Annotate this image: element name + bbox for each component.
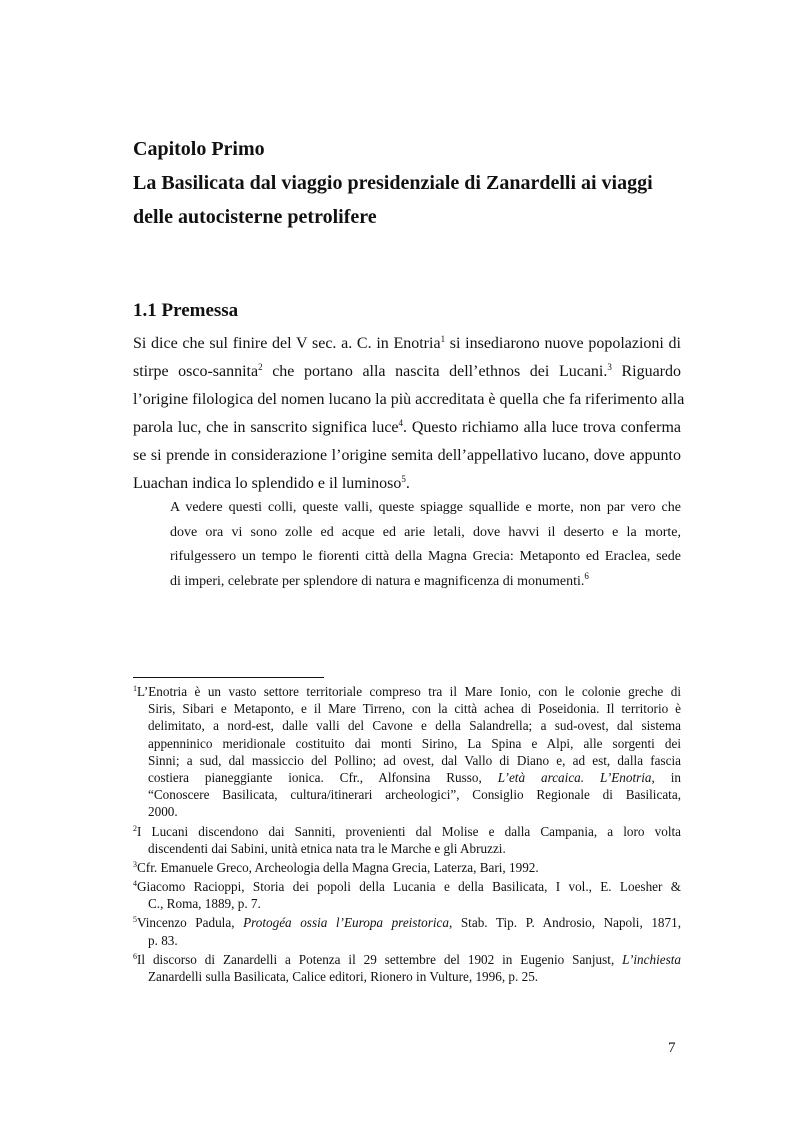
footnote-number: 2 [133,823,137,833]
footnote-ref[interactable]: 2 [258,362,263,372]
footnote-number: 5 [133,915,137,925]
block-quote [170,496,681,594]
footnote-ref[interactable]: 4 [398,418,404,428]
footnote-6: $^6$Il discorso di Zanardelli a Potenza il 29 settembre del 1902 in Eugenio Sanjust, L’inchiesta Zanardelli sulla Basilicata, Calice editori, Rionero in Vulture, 1996, p. 25. [133,951,681,984]
footnote-1: $^1$L’Enotria è un vasto settore territoriale compreso tra il Mare Ionio, con le colonie greche di Siris, Sibari e Metaponto, e il Mare Tirreno, con la città achea di Poseidonia. Il territorio è delimitato, a nord-est, dalle valli del Cavone e della Salandrella; a sud-ovest, dal sistema appenninico meridionale costituito dai monti Sirino, La Spina e Alpi, alle sorgenti dei Sinni; a sud, dal massiccio del Pollino; ad ovest, dal Vallo di Diano e, ad est, dalla fascia costiera pianeggiante ionica. Cfr., Alfonsina Russo, L’età arcaica. L’Enotria, in “Conoscere Basilicata, cultura/itinerari archeologici”, Consiglio Regionale di Basilicata, 2000. [133,684,681,820]
footnote-ref[interactable]: 6 [584,570,589,581]
body-line: parola luc, che in sanscrito significa luce$^4$. Questo richiamo alla luce trova conferma [133,418,681,436]
chapter-heading [133,132,693,234]
footnote-number: 3 [133,859,137,869]
footnote-divider [133,677,324,678]
footnote-3: $^3$Cfr. Emanuele Greco, Archeologia della Magna Grecia, Laterza, Bari, 1992. [133,859,539,875]
quote-line: di imperi, celebrate per splendore di natura e magnificenza di monumenti.$^6$ [170,570,589,589]
footnote-ref[interactable]: 3 [607,362,612,372]
footnotes [133,683,681,987]
footnote-ref[interactable]: 1 [440,334,446,344]
footnote-2: $^2$I Lucani discendono dai Sanniti, provenienti dal Molise e dalla Campania, a loro volta discendenti dai Sabini, unità etnica nata tra le Marche e gli Abruzzi. [133,823,681,856]
quote-line: A vedere questi colli, queste valli, queste spiagge squallide e morte, non par vero che [170,500,681,515]
quote-line: rifulgessero un tempo le fiorenti città della Magna Grecia: Metaponto ed Eraclea, sede [170,549,681,564]
footnote-4: $^4$Giacomo Racioppi, Storia dei popoli della Lucania e della Basilicata, I vol., E. Loesher & C., Roma, 1889, p. 7. [133,879,681,912]
body-line: Luachan indica lo splendido e il luminoso$^5$. [133,474,410,492]
body-line: Si dice che sul finire del V sec. a. C. in Enotria$^1$ si insediarono nuove popolazioni di [133,334,682,352]
footnote-5: $^5$Vincenzo Padula, Protogéa ossia l’Europa preistorica, Stab. Tip. P. Androsio, Napoli, 1871, p. 83. [133,915,681,948]
quote-line: dove ora vi sono zolle ed acque ed arie letali, dove havvi il deserto e la morte, [170,524,681,540]
chapter-title-line-1: La Basilicata dal viaggio presidenziale di Zanardelli ai viaggi [133,172,653,194]
chapter-title-line-2: delle autocisterne petrolifere [133,206,377,228]
footnote-number: 6 [133,951,137,961]
footnote-ref[interactable]: 5 [401,474,406,484]
footnote-number: 4 [133,879,137,889]
body-paragraph [133,330,685,498]
body-line: stirpe osco-sannita$^2$ che portano alla nascita dell’ethnos dei Lucani.$^3$ Riguardo [133,362,682,380]
section-title: 1.1 Premessa [133,300,239,321]
chapter-label: Capitolo Primo [133,138,265,160]
body-line: l’origine filologica del nomen lucano la più accreditata è quella che fa riferimento alla [133,391,685,408]
body-line: se si prende in considerazione l’origine semita dell’appellativo lucano, dove appunto [133,447,681,464]
footnote-number: 1 [133,684,137,693]
page-number: 7 [668,1040,676,1056]
